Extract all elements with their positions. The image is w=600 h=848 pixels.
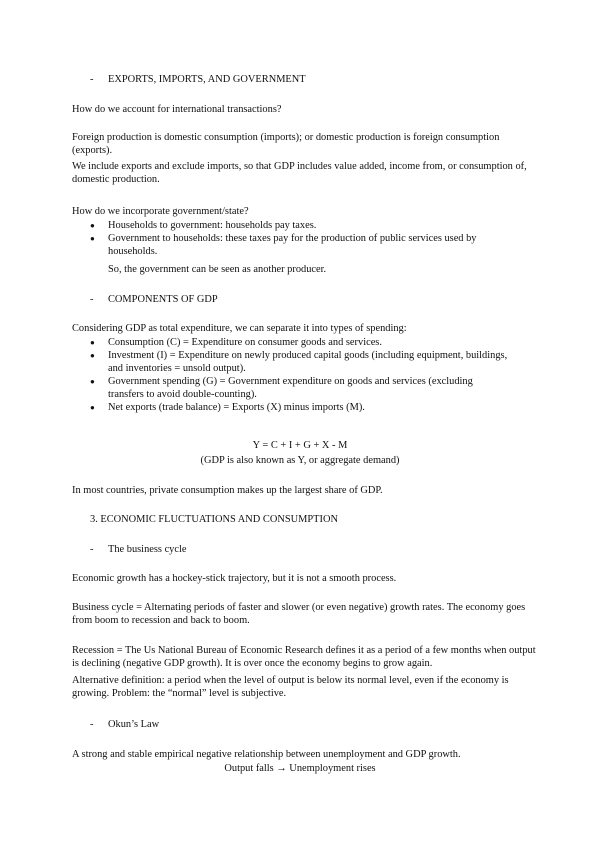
bullet-icon: ● <box>90 221 95 230</box>
okun-arrow-line: Output falls → Unemployment rises <box>224 763 376 774</box>
list-item-text: Government spending (G) = Government expenditure on goods and services (excluding transfers to avoid double-counting). <box>108 376 473 400</box>
list-item <box>90 219 510 232</box>
list-item <box>90 375 510 401</box>
bullet-icon: ● <box>90 351 95 360</box>
question-international: How do we account for international transactions? <box>72 104 282 115</box>
list-item <box>90 336 510 349</box>
paragraph-include-exports: We include exports and exclude imports, so that GDP includes value added, income from, or consumption of, domestic production. <box>72 161 527 185</box>
paragraph-alternative-definition: Alternative definition: a period when the level of output is below its normal level, even if the economy is growing. Problem: the “normal” level is subjective. <box>72 675 509 699</box>
government-note: So, the government can be seen as another producer. <box>108 264 327 275</box>
section-heading-components: COMPONENTS OF GDP <box>108 294 218 305</box>
list-item-text: Consumption (C) = Expenditure on consumer goods and services. <box>108 337 382 348</box>
paragraph-private-consumption: In most countries, private consumption makes up the largest share of GDP. <box>72 485 383 496</box>
paragraph-okun: A strong and stable empirical negative relationship between unemployment and GDP growth. <box>72 749 461 760</box>
gdp-formula-note: (GDP is also known as Y, or aggregate demand) <box>200 455 400 466</box>
paragraph-foreign-production: Foreign production is domestic consumption (imports); or domestic production is foreign consumption (exports). <box>72 132 500 156</box>
list-item-text: Households to government: households pay taxes. <box>108 220 317 231</box>
paragraph-business-cycle: Business cycle = Alternating periods of faster and slower (or even negative) growth rates. The economy goes from boom to recession and back to boom. <box>72 602 526 626</box>
list-item-text: Net exports (trade balance) = Exports (X) minus imports (M). <box>108 402 365 413</box>
dash-bullet: - <box>90 294 94 305</box>
paragraph-considering: Considering GDP as total expenditure, we can separate it into types of spending: <box>72 323 407 334</box>
bullet-icon: ● <box>90 234 95 243</box>
list-item <box>90 232 510 258</box>
bullet-icon: ● <box>90 377 95 386</box>
government-list <box>90 219 510 258</box>
paragraph-hockey-stick: Economic growth has a hockey-stick trajectory, but it is not a smooth process. <box>72 573 397 584</box>
question-government: How do we incorporate government/state? <box>72 206 249 217</box>
dash-bullet: - <box>90 74 94 85</box>
subheading-okuns-law: Okun’s Law <box>108 719 160 730</box>
bullet-icon: ● <box>90 338 95 347</box>
section-title-economic-fluctuations: 3. ECONOMIC FLUCTUATIONS AND CONSUMPTION <box>90 514 338 525</box>
gdp-formula: Y = C + I + G + X - M <box>252 440 348 451</box>
list-item-text: Government to households: these taxes pay for the production of public services used by households. <box>108 233 477 257</box>
section-heading-exports: EXPORTS, IMPORTS, AND GOVERNMENT <box>108 74 306 85</box>
components-list <box>90 336 510 414</box>
paragraph-recession: Recession = The Us National Bureau of Economic Research defines it as a period of a few months when output is declining (negative GDP growth). It is over once the economy begins to grow again. <box>72 645 536 669</box>
list-item <box>90 401 510 414</box>
dash-bullet: - <box>90 719 94 730</box>
dash-bullet: - <box>90 544 94 555</box>
bullet-icon: ● <box>90 403 95 412</box>
list-item-text: Investment (I) = Expenditure on newly produced capital goods (including equipment, buildings, and inventories = unsold output). <box>108 350 508 374</box>
subheading-business-cycle: The business cycle <box>108 544 187 555</box>
list-item <box>90 349 510 375</box>
